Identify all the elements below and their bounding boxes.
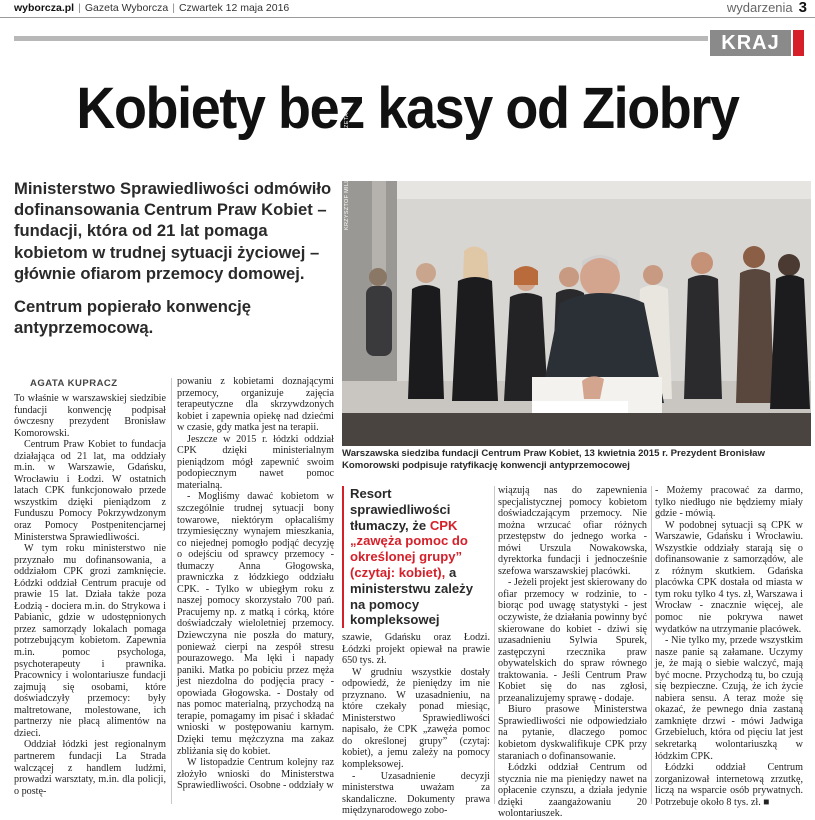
paragraph: W podobnej sytuacji są CPK w Warszawie, Gdańsku i Wrocławiu. Wszystkie oddziały starają się o dofinansowanie z samorządów, ale z różnym skutkiem. Gdańska placówka CPK dostała od miasta w tym roku tylko 4 tys. zł, Warszawa i Wrocław - znacznie więcej, ale pomoc nie pokrywa nawet wydatków na utrzymanie placówek. [655,519,803,635]
article-column-5 [655,485,803,808]
section-label: KRAJ [710,30,791,56]
masthead-info: wyborcza.pl | Gazeta Wyborcza | Czwartek 12 maja 2016 [14,2,290,14]
paper-name: Gazeta Wyborcza [84,2,169,14]
section-label-accent [793,30,804,56]
paragraph: W grudniu wszystkie dostały odpowiedź, że pieniędzy im nie przyznano. W uzasadnieniu, na które czekały ponad miesiąc, Ministerstwo Sprawiedliwości napisało, że CPK „zawęża pomoc do określonej grupy” (czytaj: kobiet), a jemu zależy na pomocy kompleksowej. [342,666,490,771]
pull-quote-part1: Resort sprawiedliwości tłumaczy, że [350,486,451,533]
lead-text: Ministerstwo Sprawiedliwości odmówiło dofinansowania Centrum Praw Kobiet – fundacji, która od 21 lat pomaga kobietom w trudnej sytuacji życiowej – głównie ofiarom przemocy domowej. [14,179,332,283]
section-rule [14,36,708,41]
column-divider [651,486,652,804]
paragraph: W listopadzie Centrum kolejny raz złożyło wnioski do Ministerstwa Sprawiedliwości. Osobne - oddziały w [177,757,334,792]
paragraph: szawie, Gdańsku oraz Łodzi. Łódzki projekt opiewał na prawie 650 tys. zł. [342,632,490,667]
lead [14,178,341,338]
article-column-3 [342,632,490,817]
lead-subheading: Centrum popierało konwencję antyprzemocową. [14,297,251,338]
paragraph: Centrum Praw Kobiet to fundacja działająca od 21 lat, ma oddziały m.in. w Warszawie, Gdańsku, Wrocławiu i Łodzi. W ostatnich latach CPK funkcjonowało przede wszystkim dzięki pieniądzom z Funduszu Pomocy Pokrzywdzonym oraz Pomocy Postpenitencjarnej Ministerstwa Sprawiedliwości. [14,439,166,543]
paragraph: Biuro prasowe Ministerstwa Sprawiedliwości nie odpowiedziało na pytanie, dlaczego pomoc kobietom dyskwalifikuje CPK przy staraniach o dofinansowanie. [498,704,647,762]
article-photo [342,181,811,446]
paragraph: - Nie tylko my, przede wszystkim nasze panie są załamane. Uczymy je, że mają o siebie walczyć, mają być mocne. Przychodzą tu, bo czują się bezpieczne. Czują, że ich życie nabiera sensu. A teraz może się okazać, że pewnego dnia zastaną zamknięte drzwi - mówi Jadwiga Grzebieluch, która od pięciu lat jest sekretarką wolontariuszką w łódzkim CPK. [655,635,803,762]
section-info [727,0,807,16]
photo-illustration [342,181,811,446]
site-name[interactable]: wyborcza.pl [14,2,75,14]
column-divider [171,378,172,804]
photo-caption: Warszawska siedziba fundacji Centrum Praw Kobiet, 13 kwietnia 2015 r. Prezydent Bronisław Komorowski podpisuje ratyfikację konwencji antyprzemocowej [342,448,765,472]
paragraph: - Możemy pracować za darmo, tylko niedługo nie będziemy miały gdzie - mówią. [655,485,803,520]
pull-quote [342,486,490,628]
paragraph: - Uzasadnienie decyzji ministerstwa uważam za skandaliczne. Dokumenty prawa międzynarodowego zobo- [342,770,490,817]
article-column-1 [14,393,166,797]
byline: AGATA KUPRACZ [30,378,118,389]
pull-quote-highlight: CPK „zawęża pomoc do określonej grupy” (czytaj: kobiet), [350,517,468,580]
page-number: 3 [798,0,807,16]
paragraph: - Jeżeli projekt jest skierowany do ofiar przemocy w rodzinie, to - biorąc pod uwagę statystyki - jest oczywiste, że działania powinny być skierowane do kobiet - dziwi się uzasadnieniu Sylwia Spurek, zastępczyni rzecznika praw obywatelskich do spraw równego traktowania. - Jeśli Centrum Praw Kobiet się do nas zgłosi, przeanalizujemy sprawę - dodaje. [498,577,647,704]
paragraph: W tym roku ministerstwo nie przyznało mu dofinansowania, a oddziałom CPK grozi zamknięcie. Łódzki oddział Centrum pracuje od prawie 15 lat. Działa także poza Łodzią - dociera m.in. do Strykowa i Pabianic, gdzie w udostępnionych przez samorządy lokalach pomaga potrzebującym kobietom. Zapewnia m.in. pomoc psychologa, psychoterapeuty i prawnika. Pracownicy i wolontariusze fundacji zajmują się osobami, które doświadczyły przemocy: były maltretowane, molestowane, ich partnerzy nie płacą alimentów na dzieci. [14,543,166,739]
paragraph: Łódzki oddział Centrum zorganizował internetową zrzutkę, liczą na wsparcie osób prywatnych. Potrzebuje około 8 tys. zł. ■ [655,762,803,808]
paragraph: Łódzki oddział Centrum od stycznia nie ma pieniędzy nawet na opłacenie czynszu, a działa jedynie dzięki zaangażowaniu 20 wolontariuszek. [498,762,647,820]
article-column-2 [177,376,334,792]
issue-date: Czwartek 12 maja 2016 [178,2,290,14]
paragraph: wiązują nas do zapewnienia specjalistycznej pomocy kobietom doświadczającym przemocy. Nie można wrzucać ofiar różnych przestępstw do jednego worka - mówi Urszula Nowakowska, dyrektorka fundacji i jednocześnie szefowa warszawskiej placówki. [498,485,647,577]
paragraph: Oddział łódzki jest regionalnym partnerem fundacji La Strada walczącej z handlem ludźmi, prowadzi warsztaty, m.in. dla policji, o postę- [14,739,166,797]
paragraph: powaniu z kobietami doznającymi przemocy, organizuje zajęcia terapeutyczne dla skrzywdzonych kobiet i zapewnia opiekę nad dziećmi w czasie, gdy matka jest na terapii. [177,376,334,434]
photo-credit: KRZYSZTOF MILLER / AGENCJA GAZETA [344,113,350,230]
section-name: wydarzenia [726,0,793,15]
column-divider [494,486,495,804]
paragraph: To właśnie w warszawskiej siedzibie fundacji konwencję podpisał ówczesny prezydent Bronisław Komorowski. [14,393,166,439]
headline: Kobiety bez kasy od Ziobry [76,76,739,141]
paragraph: Jeszcze w 2015 r. łódzki oddział CPK dzięki ministerialnym pieniądzom mógł zapewnić swoim podopiecznym nawet pomoc materialną. [177,433,334,491]
article-column-4 [498,485,647,820]
paragraph: - Mogliśmy dawać kobietom w szczególnie trudnej sytuacji bony towarowe, niektórym opłacaliśmy trzymiesięczny wynajem mieszkania, co niejednej pomogło podjąć decyzję o odejściu od sprawcy przemocy - tłumaczy Anna Głogowska, prawniczka z łódzkiego oddziału CPK. - Tylko w ubiegłym roku z naszej pomocy skorzystało 700 pań. Pracujemy np. z matką i córką, które doświadczały wieloletniej przemocy. Dziewczyna nie poszła do matury, ponieważ cierpi na zespół stresu pourazowego. Ma lęki i napady paniki. Matka po pobiciu przez męża jest niezdolna do podjęcia pracy - opowiada Głogowska. - Dostały od nas pomoc materialną, przychodzą na terapie, pomagamy im pisać i składać wnioski w postępowaniu karnym. Dzięki temu mężczyzna ma zakaz zbliżania się do kobiet. [177,491,334,757]
pull-quote-part2: a ministerstwu zależy na pomocy kompleksowej [350,564,473,628]
top-bar [0,0,815,18]
